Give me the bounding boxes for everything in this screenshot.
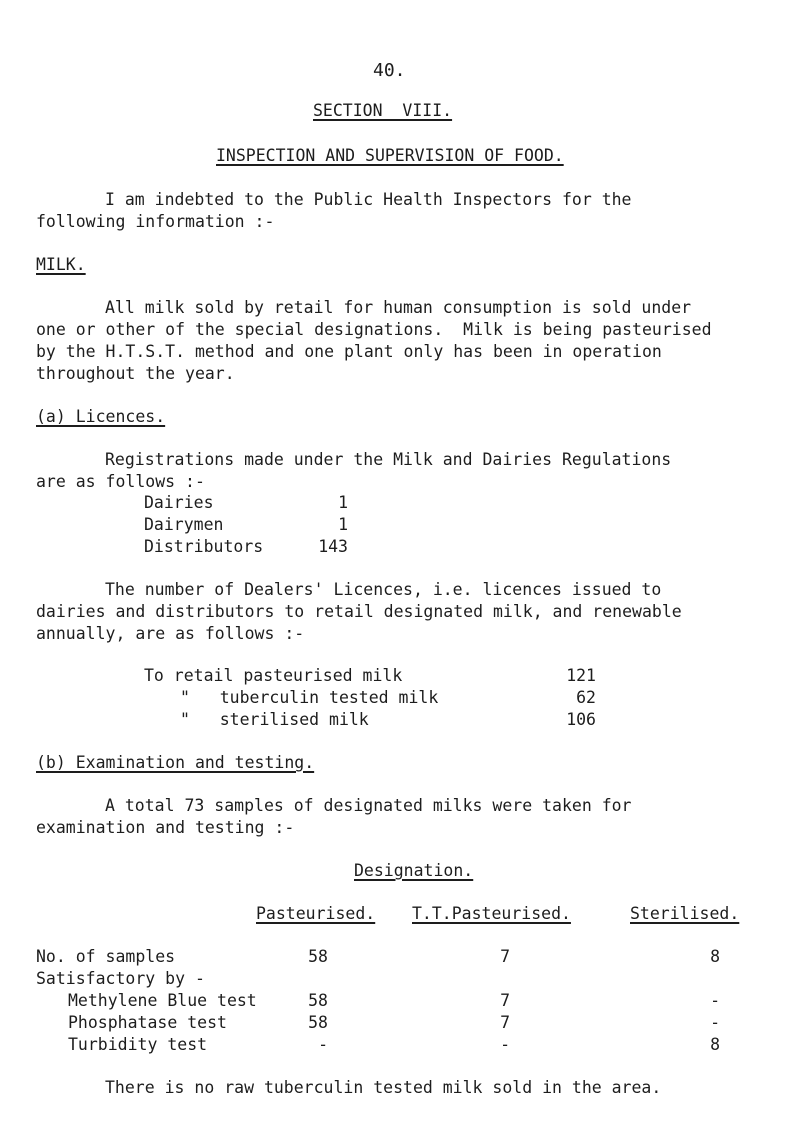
- dealer-label: To retail pasteurised milk: [144, 666, 403, 685]
- examination-para-line: A total 73 samples of designated milks were taken for: [105, 796, 632, 815]
- dealer-label: " sterilised milk: [180, 710, 369, 729]
- milk-heading: MILK.: [36, 255, 86, 274]
- registration-label: Dairymen: [144, 515, 224, 534]
- registration-value: 1: [338, 493, 348, 512]
- dealers-para-line: The number of Dealers' Licences, i.e. licences issued to: [105, 580, 662, 599]
- table-row-label: Methylene Blue test: [68, 991, 257, 1010]
- closing-statement: There is no raw tuberculin tested milk sold in the area.: [105, 1078, 662, 1097]
- table-cell: -: [710, 991, 720, 1010]
- table-cell: -: [500, 1035, 510, 1054]
- intro-line-2: following information :-: [36, 212, 275, 231]
- designation-heading: Designation.: [354, 861, 474, 880]
- dealers-para-line: annually, are as follows :-: [36, 624, 305, 643]
- registration-value: 1: [338, 515, 348, 534]
- dealer-value: 62: [576, 688, 596, 707]
- registration-label: Dairies: [144, 493, 214, 512]
- licences-heading: (a) Licences.: [36, 407, 166, 426]
- table-cell: 8: [710, 1035, 720, 1054]
- section-title: SECTION VIII.: [313, 101, 453, 120]
- table-cell: 7: [500, 991, 510, 1010]
- examination-para-line: examination and testing :-: [36, 818, 295, 837]
- dealer-value: 106: [566, 710, 596, 729]
- examination-heading: (b) Examination and testing.: [36, 753, 315, 772]
- milk-para-line: throughout the year.: [36, 364, 235, 383]
- table-row-label: Satisfactory by -: [36, 969, 205, 988]
- registration-value: 143: [318, 537, 348, 556]
- column-header-pasteurised: Pasteurised.: [256, 904, 376, 923]
- milk-para-line: All milk sold by retail for human consumption is sold under: [105, 298, 692, 317]
- intro-line-1: I am indebted to the Public Health Inspectors for the: [105, 190, 632, 209]
- table-cell: 58: [308, 947, 328, 966]
- licences-para-line: Registrations made under the Milk and Dairies Regulations: [105, 450, 672, 469]
- main-heading: INSPECTION AND SUPERVISION OF FOOD.: [216, 146, 564, 165]
- table-row-label: Turbidity test: [68, 1035, 208, 1054]
- page-number: 40.: [373, 60, 406, 81]
- dealer-value: 121: [566, 666, 596, 685]
- dealer-label: " tuberculin tested milk: [180, 688, 439, 707]
- table-cell: 8: [710, 947, 720, 966]
- licences-para-line: are as follows :-: [36, 472, 205, 491]
- table-cell: -: [318, 1035, 328, 1054]
- column-header-tt-pasteurised: T.T.Pasteurised.: [412, 904, 571, 923]
- dealers-para-line: dairies and distributors to retail designated milk, and renewable: [36, 602, 682, 621]
- table-cell: 58: [308, 1013, 328, 1032]
- table-cell: -: [710, 1013, 720, 1032]
- column-header-sterilised: Sterilised.: [630, 904, 740, 923]
- table-row-label: No. of samples: [36, 947, 176, 966]
- table-cell: 58: [308, 991, 328, 1010]
- registration-label: Distributors: [144, 537, 264, 556]
- table-row-label: Phosphatase test: [68, 1013, 227, 1032]
- table-cell: 7: [500, 947, 510, 966]
- milk-para-line: one or other of the special designations. Milk is being pasteurised: [36, 320, 712, 339]
- milk-para-line: by the H.T.S.T. method and one plant only has been in operation: [36, 342, 662, 361]
- table-cell: 7: [500, 1013, 510, 1032]
